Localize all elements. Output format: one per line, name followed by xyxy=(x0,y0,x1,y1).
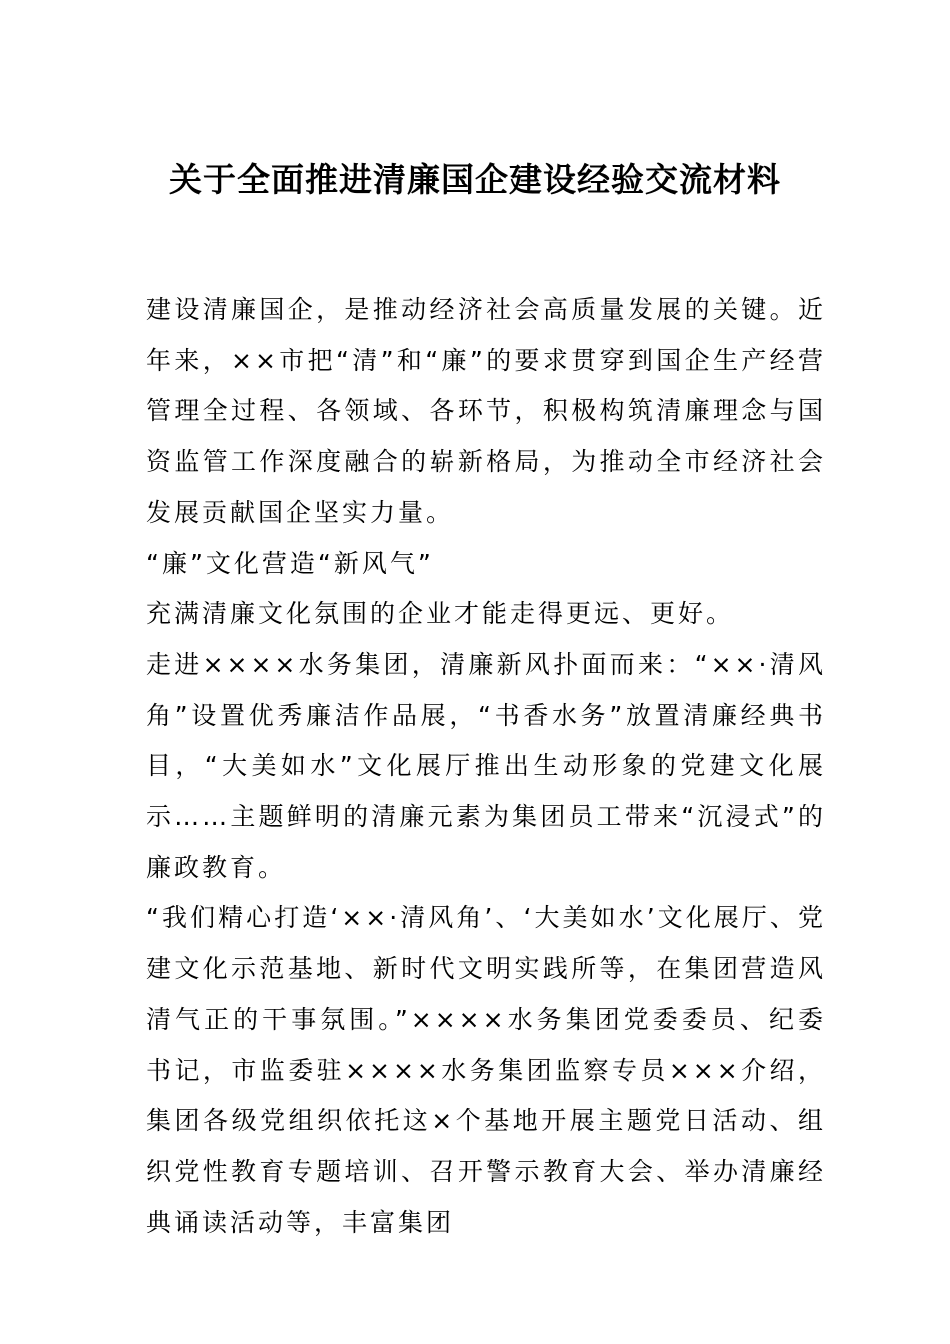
paragraph: “我们精心打造‘××·清风角’、‘大美如水’文化展厅、党建文化示范基地、新时代文明实践所等，在集团营造风清气正的干事氛围。”××××水务集团党委委员、纪委书记，市监委驻××××水务集团监察专员×××介绍，集团各级党组织依托这×个基地开展主题党日活动、组织党性教育专题培训、召开警示教育大会、举办清廉经典诵读活动等，丰富集团 xyxy=(146,903,826,1237)
document-title: 关于全面推进清廉国企建设经验交流材料 xyxy=(169,160,781,199)
paragraph-intro: 建设清廉国企，是推动经济社会高质量发展的关键。近年来，××市把“清”和“廉”的要求贯穿到国企生产经营管理全过程、各领域、各环节，积极构筑清廉理念与国资监管工作深度融合的崭新格局，为推动全市经济社会发展贡献国企坚实力量。 xyxy=(146,295,826,527)
paragraph: 充满清廉文化氛围的企业才能走得更远、更好。 xyxy=(146,599,735,629)
section-heading: “廉”文化营造“新风气” xyxy=(146,548,434,578)
paragraph: 走进××××水务集团，清廉新风扑面而来：“××·清风角”设置优秀廉洁作品展，“书香水务”放置清廉经典书目，“大美如水”文化展厅推出生动形象的党建文化展示……主题鲜明的清廉元素为集团员工带来“沉浸式”的廉政教育。 xyxy=(146,649,826,882)
document-body xyxy=(146,285,826,1248)
